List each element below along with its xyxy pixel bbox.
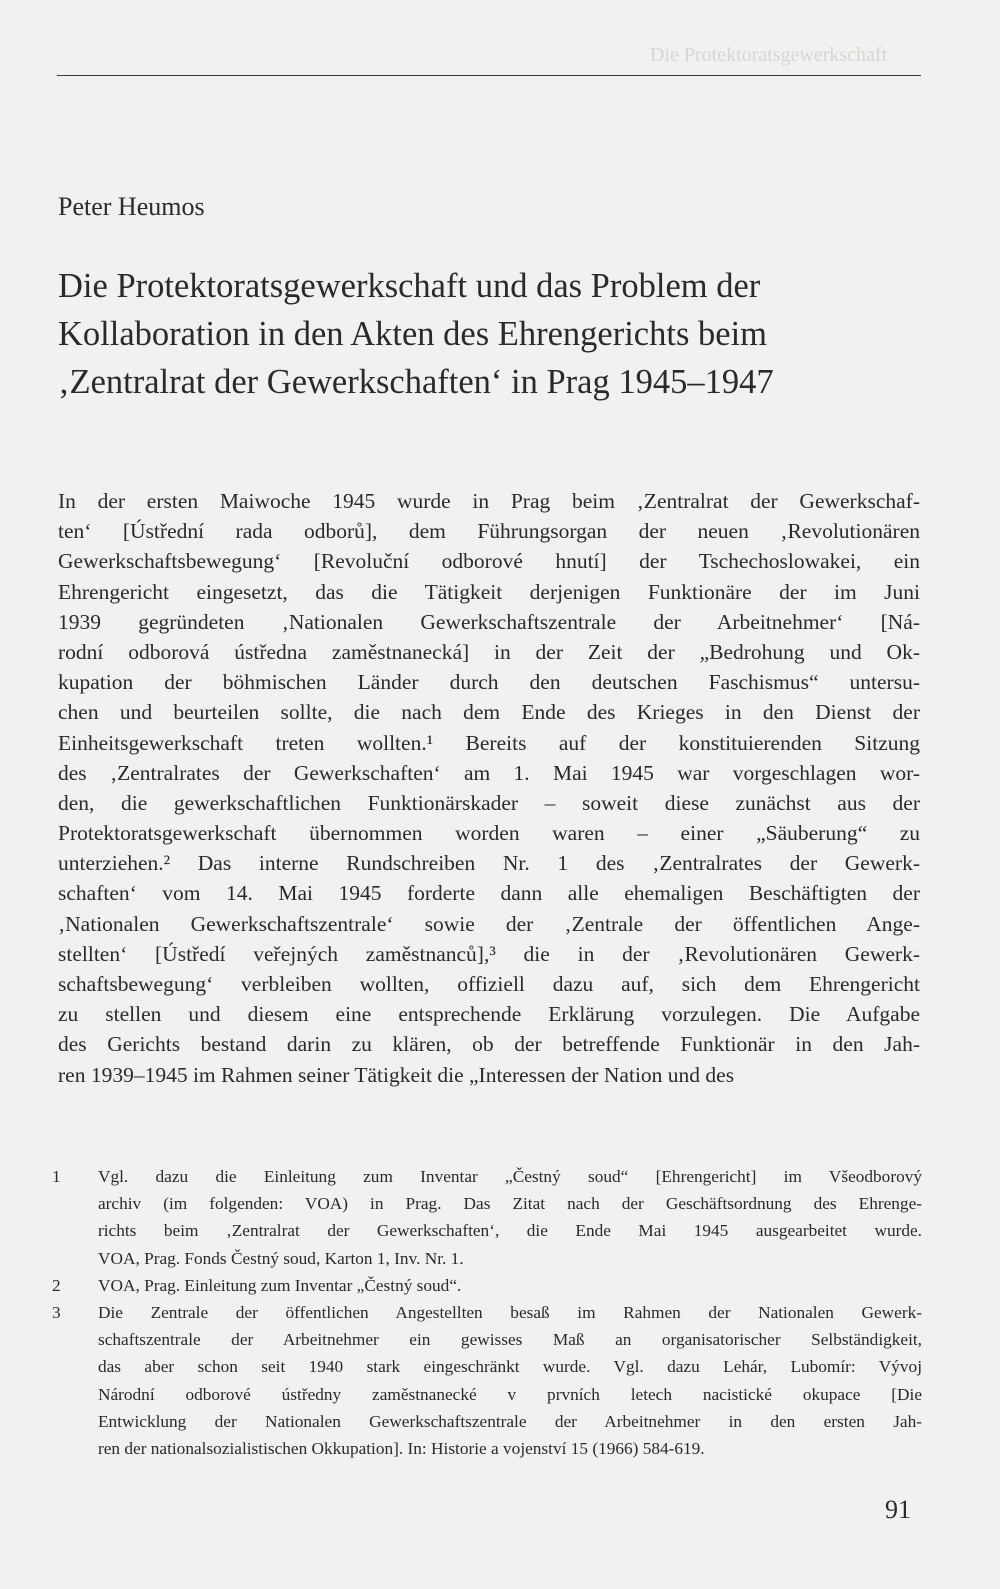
- footnote-line: schaftszentrale der Arbeitnehmer ein gewisses Maß an organisatorischer Selbständigkeit,: [98, 1330, 922, 1350]
- body-line: Einheitsgewerkschaft treten wollten.¹ Bereits auf der konstituierenden Sitzung: [58, 730, 920, 755]
- footnote-2: [52, 1272, 922, 1299]
- body-paragraph: [58, 486, 920, 1090]
- article-title: [58, 262, 928, 406]
- footnote-line: Die Zentrale der öffentlichen Angestellten besaß im Rahmen der Nationalen Gewerk-: [98, 1303, 922, 1323]
- body-line: ten‘ [Ústřední rada odborů], dem Führungsorgan der neuen ‚Revolutionären: [58, 519, 920, 544]
- footnote-line: das aber schon seit 1940 stark eingeschränkt wurde. Vgl. dazu Lehár, Lubomír: Vývoj: [98, 1357, 922, 1377]
- body-line: des Gerichts bestand darin zu klären, ob der betreffende Funktionär in den Jah-: [58, 1032, 920, 1057]
- header-rule: [57, 75, 921, 76]
- footnote-line: Národní odborové ústředny zaměstnanecké v prvních letech nacistické okupace [Die: [98, 1384, 922, 1404]
- body-line: Gewerkschaftsbewegung‘ [Revoluční odborové hnutí] der Tschechoslowakei, ein: [58, 549, 920, 574]
- body-line: In der ersten Maiwoche 1945 wurde in Prag beim ‚Zentralrat der Gewerkschaf-: [58, 489, 920, 513]
- footnote-1: [52, 1163, 922, 1272]
- footnote-number: 3: [52, 1303, 61, 1323]
- body-line: unterziehen.² Das interne Rundschreiben Nr. 1 des ‚Zentralrates der Gewerk-: [58, 851, 920, 876]
- title-line: Die Protektoratsgewerkschaft und das Problem der: [58, 267, 761, 305]
- body-line: des ‚Zentralrates der Gewerkschaften‘ am 1. Mai 1945 war vorgeschlagen wor-: [58, 760, 920, 785]
- footnote-line: VOA, Prag. Fonds Čestný soud, Karton 1, Inv. Nr. 1.: [98, 1248, 464, 1268]
- body-line: zu stellen und diesem eine entsprechende Erklärung vorzulegen. Die Aufgabe: [58, 1002, 920, 1027]
- footnote-number: 2: [52, 1275, 61, 1295]
- body-line: ren 1939–1945 im Rahmen seiner Tätigkeit die „Interessen der Nation und des: [58, 1062, 735, 1087]
- footnotes: [52, 1163, 922, 1462]
- page-number: 91: [885, 1495, 911, 1524]
- body-line: kupation der böhmischen Länder durch den deutschen Faschismus“ untersu-: [58, 670, 920, 695]
- title-line: ‚Zentralrat der Gewerkschaften‘ in Prag 1945–1947: [58, 363, 774, 401]
- body-line: Protektoratsgewerkschaft übernommen worden waren – einer „Säuberung“ zu: [58, 821, 920, 846]
- body-line: chen und beurteilen sollte, die nach dem Ende des Krieges in den Dienst der: [58, 700, 920, 725]
- footnote-3: [52, 1299, 922, 1462]
- footnote-line: richts beim ‚Zentralrat der Gewerkschaften‘, die Ende Mai 1945 ausgearbeitet wurde.: [98, 1221, 922, 1241]
- running-header-ghost: Die Protektoratsgewerkschaft: [650, 44, 888, 66]
- body-line: den, die gewerkschaftlichen Funktionärskader – soweit diese zunächst aus der: [58, 790, 920, 815]
- footnote-line: Vgl. dazu die Einleitung zum Inventar „Čestný soud“ [Ehrengericht] im Všeodborový: [98, 1167, 922, 1186]
- body-line: ‚Nationalen Gewerkschaftszentrale‘ sowie der ‚Zentrale der öffentlichen Ange-: [58, 911, 920, 936]
- footnote-number: 1: [52, 1167, 61, 1186]
- body-line: stellten‘ [Ústředí veřejných zaměstnanců],³ die in der ‚Revolutionären Gewerk-: [58, 941, 920, 966]
- footnote-line: Entwicklung der Nationalen Gewerkschaftszentrale der Arbeitnehmer in den ersten Jah-: [98, 1411, 922, 1431]
- footnote-line: ren der nationalsozialistischen Okkupation]. In: Historie a vojenství 15 (1966) 584-619.: [98, 1439, 705, 1459]
- body-line: 1939 gegründeten ‚Nationalen Gewerkschaftszentrale der Arbeitnehmer‘ [Ná-: [58, 609, 920, 634]
- footnote-line: VOA, Prag. Einleitung zum Inventar „Čestný soud“.: [98, 1275, 462, 1295]
- body-line: Ehrengericht eingesetzt, das die Tätigkeit derjenigen Funktionäre der im Juni: [58, 579, 920, 604]
- title-line: Kollaboration in den Akten des Ehrengerichts beim: [58, 315, 767, 353]
- footnote-line: archiv (im folgenden: VOA) in Prag. Das Zitat nach der Geschäftsordnung des Ehrenge-: [98, 1194, 922, 1214]
- body-line: schaften‘ vom 14. Mai 1945 forderte dann alle ehemaligen Beschäftigten der: [58, 881, 920, 906]
- body-line: rodní odborová ústředna zaměstnanecká] in der Zeit der „Bedrohung und Ok-: [58, 639, 920, 664]
- author-name: Peter Heumos: [58, 192, 205, 221]
- body-line: schaftsbewegung‘ verbleiben wollten, offiziell dazu auf, sich dem Ehrengericht: [58, 972, 920, 996]
